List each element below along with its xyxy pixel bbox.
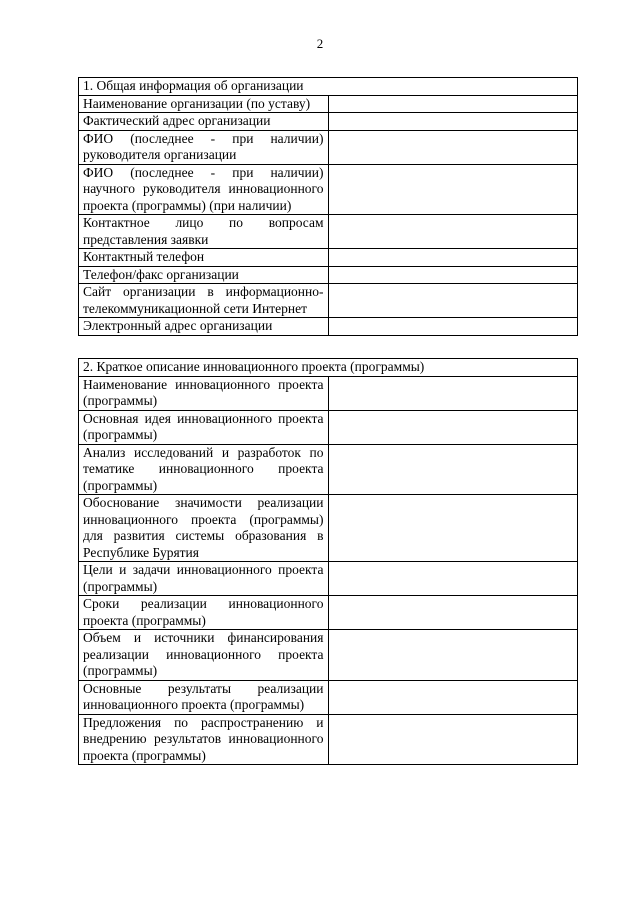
row-label: Обоснование значимости реализации инновационного проекта (программы) для развития системы образования в Республике Бурятия <box>79 495 329 562</box>
row-value-field[interactable] <box>328 95 578 113</box>
row-value-field[interactable] <box>328 714 578 765</box>
table-row <box>79 95 578 113</box>
row-label: Основные результаты реализации инновационного проекта (программы) <box>79 680 329 714</box>
row-value-field[interactable] <box>328 444 578 495</box>
row-value-field[interactable] <box>328 376 578 410</box>
row-label: Сайт организации в информационно-телекоммуникационной сети Интернет <box>79 284 329 318</box>
row-label: ФИО (последнее - при наличии) научного руководителя инновационного проекта (программы) (при наличии) <box>79 164 329 215</box>
row-value-field[interactable] <box>328 164 578 215</box>
table-row <box>79 562 578 596</box>
table-row <box>79 215 578 249</box>
row-value-field[interactable] <box>328 630 578 681</box>
table-row <box>79 376 578 410</box>
table-header-row <box>79 359 578 377</box>
row-value-field[interactable] <box>328 215 578 249</box>
row-label: Предложения по распространению и внедрению результатов инновационного проекта (программы) <box>79 714 329 765</box>
row-value-field[interactable] <box>328 249 578 267</box>
row-label: Цели и задачи инновационного проекта (программы) <box>79 562 329 596</box>
row-label: Объем и источники финансирования реализации инновационного проекта (программы) <box>79 630 329 681</box>
row-label: Анализ исследований и разработок по тематике инновационного проекта (программы) <box>79 444 329 495</box>
table-header-row <box>79 78 578 96</box>
row-value-field[interactable] <box>328 318 578 336</box>
table-row <box>79 113 578 131</box>
row-label: Наименование организации (по уставу) <box>79 95 329 113</box>
row-label: Телефон/факс организации <box>79 266 329 284</box>
section-title: 2. Краткое описание инновационного проекта (программы) <box>79 359 578 377</box>
page-number: 2 <box>316 36 324 51</box>
row-label: Наименование инновационного проекта (программы) <box>79 376 329 410</box>
organization-info-table <box>78 77 578 336</box>
table-row <box>79 630 578 681</box>
table-row <box>79 284 578 318</box>
row-value-field[interactable] <box>328 113 578 131</box>
project-description-table <box>78 358 578 765</box>
row-label: Электронный адрес организации <box>79 318 329 336</box>
row-value-field[interactable] <box>328 266 578 284</box>
table-row <box>79 444 578 495</box>
table-row <box>79 410 578 444</box>
row-value-field[interactable] <box>328 130 578 164</box>
table-row <box>79 714 578 765</box>
row-value-field[interactable] <box>328 495 578 562</box>
row-value-field[interactable] <box>328 410 578 444</box>
row-label: Основная идея инновационного проекта (программы) <box>79 410 329 444</box>
table-row <box>79 495 578 562</box>
row-label: ФИО (последнее - при наличии) руководителя организации <box>79 130 329 164</box>
row-label: Фактический адрес организации <box>79 113 329 131</box>
table-row <box>79 266 578 284</box>
row-value-field[interactable] <box>328 680 578 714</box>
section-title: 1. Общая информация об организации <box>79 78 578 96</box>
table-row <box>79 680 578 714</box>
row-label: Контактное лицо по вопросам представления заявки <box>79 215 329 249</box>
row-value-field[interactable] <box>328 284 578 318</box>
table-row <box>79 596 578 630</box>
row-value-field[interactable] <box>328 562 578 596</box>
row-value-field[interactable] <box>328 596 578 630</box>
table-row <box>79 318 578 336</box>
table-row <box>79 130 578 164</box>
row-label: Контактный телефон <box>79 249 329 267</box>
table-row <box>79 249 578 267</box>
row-label: Сроки реализации инновационного проекта (программы) <box>79 596 329 630</box>
table-row <box>79 164 578 215</box>
